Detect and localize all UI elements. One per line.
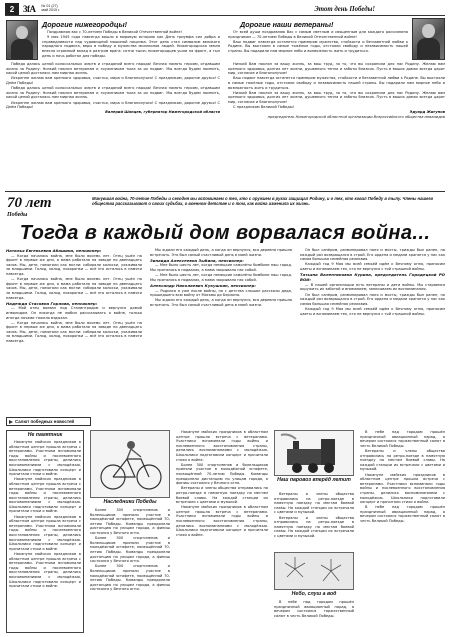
page-number: 2 [5,3,19,15]
right-greeting-title: Дорогие наши ветераны! [240,20,334,29]
divider [5,191,445,192]
news-item-3-title: Наш паровоз вперёд летит [277,477,351,483]
header-motto: Этот день Победы! [314,5,375,13]
anniversary-badge: 70 лет Победы [7,195,52,218]
left-greeting-body: Победа далась ценой колоссальных жертв и страданий всего народа! Вечная память героям, отдавшим жизнь за Родину. Низкий поклон ветеранам и труженикам тыла за их подвиг. Мы всегда будем помнить, какой ценой досталась нам мирная жизнь. Искренне желаю вам крепкого здоровья, счастья, мира и благополучия! С праздником, дорогие друзья! С Днём Победы! Победа далась ценой колоссальных жертв и страданий всего народа! Вечная память героям, отдавшим жизнь за Родину. Низкий поклон ветеранам и труженикам тыла за их подвиг. Мы всегда будем помнить, какой ценой досталась нам мирная жизнь. Искренне желаю вам крепкого здоровья, счастья, мира и благополучия! С праздником, дорогие друзья! С Днём Победы! Валерий Шанцев, губернатор Нижегородской области [6,62,220,115]
right-greeting-signature-name: Эдуард Жигунов [409,110,445,115]
story-column-3: Он был сапёром, разминировал поля и мосты, трижды был ранен, но каждый раз возвращался в строй. Его ордена и медали хранятся у нас как самая большая семейная реликвия. Каждый год 9 Мая мы всей семьёй идём к Вечному огню, приносим цветы и вспоминаем тех, кто не вернулся с той страшной войны. Татьяна Валентиновна Курина, председатель Городецкой РО ВОИ: — В нашей организации есть ветераны и дети войны. Мы стараемся окружить их заботой и вниманием, записываем их воспоминания. Он был сапёром, разминировал поля и мосты, трижды был ранен, но каждый раз возвращался в строй. Его ордена и медали хранятся у нас как самая большая семейная реликвия. Каждый год 9 Мая мы всей семьёй идём к Вечному огню, приносим цветы и вспоминаем тех, кто не вернулся с той страшной войны. [300,248,445,316]
fireworks-illustration [274,552,354,590]
news-item-4-continued: В небе над городом прошёл праздничный авиационный парад, а вечером состоялся торжественный салют в честь Великой Победы. Ветераны и члены общества отправились на ретро-поезде в памятную поездку по местам боевой славы. На каждой станции их встречали с цветами и музыкой. Накануне майских праздников в областном центре прошла встреча с ветеранами. Участники вспоминали годы войны и послевоенного восстановления страны, делились воспоминаниями с молодёжью. Школьники подготовили концерт и прочитали стихи о войне. В небе над городом прошёл праздничный авиационный парад, а вечером состоялся торжественный салют в честь Великой Победы. [360,430,445,524]
cyclist-illustration [90,430,170,498]
story-column-1: Наталья Евгеньевна Абашина, пенсионер: — Когда началась война, мне было восемь лет. Отец ушёл на фронт в первые же дни, а мама работала на заводе по двенадцать часов. Мы, дети, помогали как могли: собирали колоски, ухаживали за младшими. Голод, холод, похоронки — всё это осталось в памяти навсегда. — Когда началась война, мне было восемь лет. Отец ушёл на фронт в первые же дни, а мама работала на заводе по двенадцать часов. Мы, дети, помогали как могли: собирали колоски, ухаживали за младшими. Голод, холод, похоронки — всё это осталось в памяти навсегда. Надежда Стасовна Горлова, пенсионер: — Мой отец воевал под Сталинградом и вернулся домой инвалидом. Он никогда не любил рассказывать о войне, только иногда ночами тяжело вздыхал. — Когда началась война, мне было восемь лет. Отец ушёл на фронт в первые же дни, а мама работала на заводе по двенадцать часов. Мы, дети, помогали как могли: собирали колоски, ухаживали за младшими. Голод, холод, похоронки — всё это осталось в памяти навсегда. [6,248,142,344]
left-greeting-lead: Поздравляю вас с 70-летием Победы в Великой Отечественной войне! 9 мая 1945 года навсегда вошло в мировую историю как День триумфа сил добра и справедливости над чудовищной машиной нацизма. Этот день стал символом великого народного подвига, веры в победу и мужества миллионов людей. Нижегородская земля внесла огромный вклад в разгром врага: сотни тысяч нижегородцев ушли на фронт, а тыл день и ночь работал для победы. [42,30,220,58]
left-greeting-title: Дорогие нижегородцы! [42,20,128,29]
story-column-2: Мы ждали его каждый день, а когда он вернулся, вся деревня пришла встречать. Это был самый счастливый день в моей жизни. Зинаида Алексеевна Зыбина, пенсионер: — Мне было шесть лет, когда немецкие самолёты бомбили наш город. Мы прятались в подвалах, а мама закрывала нас собой. — Мне было шесть лет, когда немецкие самолёты бомбили наш город. Мы прятались в подвалах, а мама закрывала нас собой. Александр Николаевич Кукушкин, пенсионер: — Родился я уже после войны, но с детства слышал рассказы деда, прошедшего всю войну от Москвы до Берлина. Мы ждали его каждый день, а когда он вернулся, вся деревня пришла встречать. Это был самый счастливый день в моей жизни. [150,248,292,307]
firework-icon [275,553,355,591]
right-greeting-lead: От всей души поздравляю Вас с самым светлым и священным для каждого россиянина праздником — 70-летием Победы в Великой Отечественной войне! Ваш подвиг навсегда останется примером мужества, стойкости и беззаветной любви к Родине. Вы выстояли в самые тяжёлые годы, отстояли свободу и независимость нашей страны. Вы подарили нам мирное небо и возможность жить и трудиться. [228,30,408,53]
right-greeting-body: Низкий Вам поклон за вашу жизнь, за ваш труд, за то, что вы сохранили для нас Родину. Желаю вам крепкого здоровья, долгих лет жизни, душевного тепла и заботы близких. Пусть в ваших домах всегда царят мир, согласие и благополучие! Ваш подвиг навсегда останется примером мужества, стойкости и беззаветной любви к Родине. Вы выстояли в самые тяжёлые годы, отстояли свободу и независимость нашей страны. Вы подарили нам мирное небо и возможность жить и трудиться. Низкий Вам поклон за вашу жизнь, за ваш труд, за то, что вы сохранили для нас Родину. Желаю вам крепкого здоровья, долгих лет жизни, душевного тепла и заботы близких. Пусть в ваших домах всегда царят мир, согласие и благополучие! С праздником Великой Победы! Эдуард Жигунов председатель Нижегородской областной организации Всероссийского общества инвалидов [228,62,445,119]
feature-tagline: Минувшая война, 70-летие Победы и сегодня мы вспоминаем о тех, кто с оружием в руках защищал Родину, и о тех, кто ковал Победу в тылу. Члены нашего общества рассказывают о своих судьбах, о военном детстве и о том, как война изменила их жизнь. [92,196,434,207]
newspaper-logo: 3fA [23,4,36,14]
issue-info: № 01 (27) май 2015 г. [41,4,60,12]
locomotive-icon [275,431,355,477]
chairman-photo [412,18,445,60]
news-item-2-continued: Накануне майских праздников в областном центре прошла встреча с ветеранами. Участники вспоминали годы войны и послевоенного восстановления страны, делились воспоминаниями с молодёжью. Школьники подготовили концерт и прочитали стихи о войне. Более 300 спортсменов и болельщиков приняли участие в молодёжной эстафете, посвящённой 70-летию Победы. Команды преодолели дистанцию по улицам города, а финиш состоялся у Вечного огня. Ветераны и члены общества отправились на ретро-поезде в памятную поездку по местам боевой славы. На каждой станции их встречали с цветами и музыкой. Накануне майских праздников в областном центре прошла встреча с ветеранами. Участники вспоминали годы войны и послевоенного восстановления страны, делились воспоминаниями с молодёжью. Школьники подготовили концерт и прочитали стихи о войне. [176,430,268,537]
news-item-1: Не памятник Накануне майских праздников в областном центре прошла встреча с ветеранами. Участники вспоминали годы войны и послевоенного восстановления страны, делились воспоминаниями с молодёжью. Школьники подготовили концерт и прочитали стихи о войне. Накануне майских праздников в областном центре прошла встреча с ветеранами. Участники вспоминали годы войны и послевоенного восстановления страны, делились воспоминаниями с молодёжью. Школьники подготовили концерт и прочитали стихи о войне. Накануне майских праздников в областном центре прошла встреча с ветеранами. Участники вспоминали годы войны и послевоенного восстановления страны, делились воспоминаниями с молодёжью. Школьники подготовили концерт и прочитали стихи о войне. Накануне майских праздников в областном центре прошла встреча с ветеранами. Участники вспоминали годы войны и послевоенного восстановления страны, делились воспоминаниями с молодёжью. Школьники подготовили концерт и прочитали стихи о войне. [6,430,84,633]
news-item-2-text: Более 300 спортсменов и болельщиков приняли участие в молодёжной эстафете, посвящённой 70-летию Победы. Команды преодолели дистанцию по улицам города, а финиш состоялся у Вечного огня. Более 300 спортсменов и болельщиков приняли участие в молодёжной эстафете, посвящённой 70-летию Победы. Команды преодолели дистанцию по улицам города, а финиш состоялся у Вечного огня. Более 300 спортсменов и болельщиков приняли участие в молодёжной эстафете, посвящённой 70-летию Победы. Команды преодолели дистанцию по улицам города, а финиш состоялся у Вечного огня. [90,508,170,592]
news-item-2-title: Наследники Победы [103,499,157,505]
news-item-4-title: Небо, слуш а вод [291,591,337,597]
left-greeting-signature: Валерий Шанцев, губернатор Нижегородской области [105,110,220,115]
right-greeting-signature-role: председатель Нижегородской областной организации Всероссийского общества инвалидов [267,114,445,119]
governor-photo [6,20,38,60]
bicycle-icon [91,431,171,499]
news-section-label: Салют победных новостей [6,417,91,426]
news-item-3-text: Ветераны и члены общества отправились на ретро-поезде в памятную поездку по местам боевой славы. На каждой станции их встречали с цветами и музыкой. Ветераны и члены общества отправились на ретро-поезде в памятную поездку по местам боевой славы. На каждой станции их встречали с цветами и музыкой. [274,492,354,538]
page-header [5,3,445,16]
train-illustration [274,430,354,476]
arrow-icon [9,420,13,424]
news-item-4-text: В небе над городом прошёл праздничный авиационный парад, а вечером состоялся торжественный салют в честь Великой Победы. [274,600,354,618]
feature-headline: Тогда в каждый дом ворвалася война... [19,222,431,244]
